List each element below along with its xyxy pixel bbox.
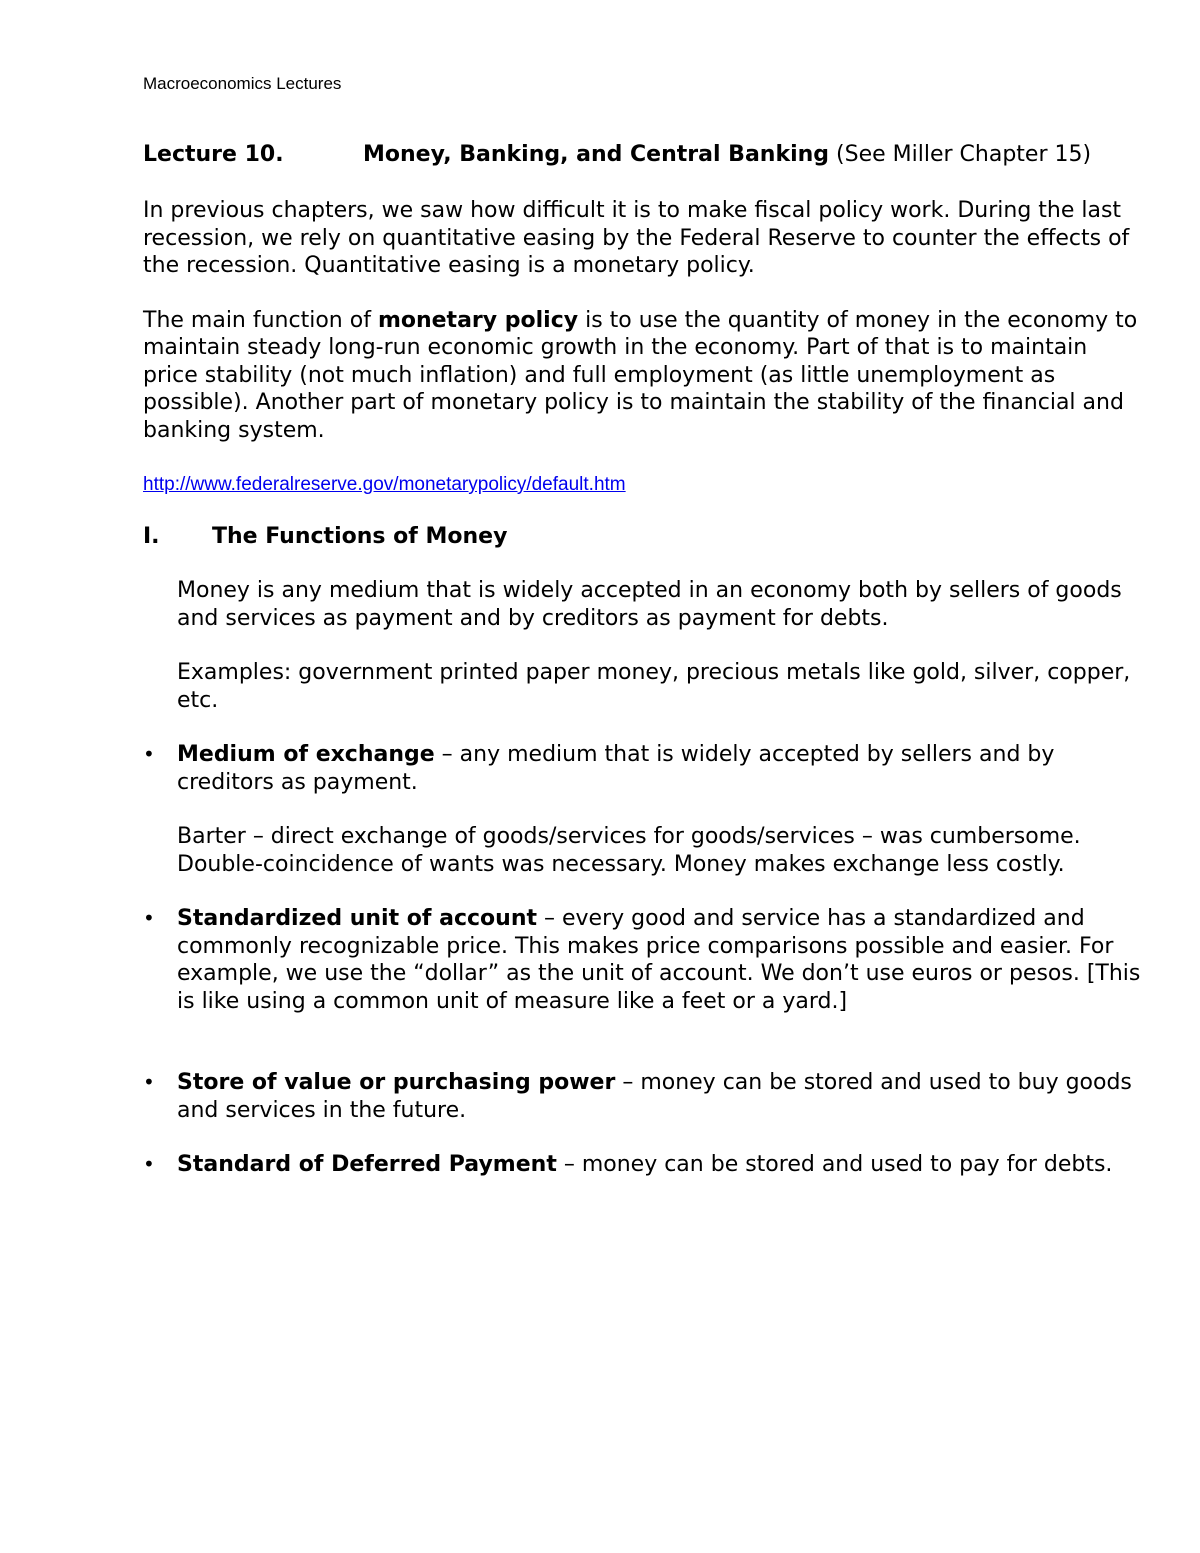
bullet-extra: Barter – direct exchange of goods/services for goods/services – was cumbersome. Double-coincidence of wants was necessary. Money makes exchange less costly. [177,824,1081,877]
paragraph-text: The main function of [143,307,378,333]
bullet-icon: • [143,1070,155,1094]
bullet-term: Standard of Deferred Payment [177,1152,557,1177]
bullet-description: – money can be stored and used to buy goods and services in the future. [177,1070,1132,1123]
section-number: I. [143,523,160,549]
bullet-text [177,741,1143,796]
lecture-main-title: Money, Banking, and Central Banking [363,142,830,167]
lecture-number: Lecture 10. [143,142,284,167]
bullet-icon: • [143,1152,155,1176]
bullet-icon: • [143,742,155,766]
money-examples: Examples: government printed paper money, precious metals like gold, silver, copper, etc. [177,660,1131,713]
bullet-description: – any medium that is widely accepted by sellers and by creditors as payment. [177,742,1055,795]
money-definition: Money is any medium that is widely accepted in an economy both by sellers of goods and services as payment and by creditors as payment for debts. [177,578,1122,631]
monetary-policy-term: monetary policy [377,307,579,333]
list-item [143,741,1143,878]
bullet-term: Standardized unit of account [177,906,538,931]
list-item [143,905,1143,1015]
lecture-title [143,140,1143,170]
bullet-text [177,1069,1143,1124]
bullet-description: – every good and service has a standardized and commonly recognizable price. This makes price comparisons possible and easier. For example, we use the “dollar” as the unit of account. We don’t use euros or pesos. [This is like using a common unit of measure like a feet or a yard.] [177,906,1141,1014]
intro-paragraph: In previous chapters, we saw how difficult it is to make fiscal policy work. During the last recession, we rely on quantitative easing by the Federal Reserve to counter the effects of the recession. Quantitative easing is a monetary policy. [143,198,1130,278]
federal-reserve-link[interactable]: http://www.federalreserve.gov/monetarypolicy/default.htm [143,474,626,495]
bullet-icon: • [143,906,155,930]
document-body [143,140,1143,1206]
bullet-description: – money can be stored and used to pay for debts. [556,1152,1113,1177]
bullet-text [177,1151,1143,1179]
bullet-term: Store of value or purchasing power [177,1070,616,1095]
monetary-policy-paragraph [143,307,1143,445]
bullet-term: Medium of exchange [177,742,435,767]
list-item [143,1069,1143,1124]
list-item [143,1151,1143,1179]
section-title: The Functions of Money [212,523,508,549]
lecture-reference: (See Miller Chapter 15) [829,142,1092,167]
bullet-text [177,905,1143,1015]
section-heading [143,523,1143,551]
paragraph-text: is to use the quantity of money in the economy to maintain steady long-run economic growth in the economy. Part of that is to maintain price stability (not much inflation) and full employment (as little unemployment as possible). Another part of monetary policy is to maintain the stability of the financial and banking system. [143,307,1138,443]
running-header: Macroeconomics Lectures [143,74,342,93]
